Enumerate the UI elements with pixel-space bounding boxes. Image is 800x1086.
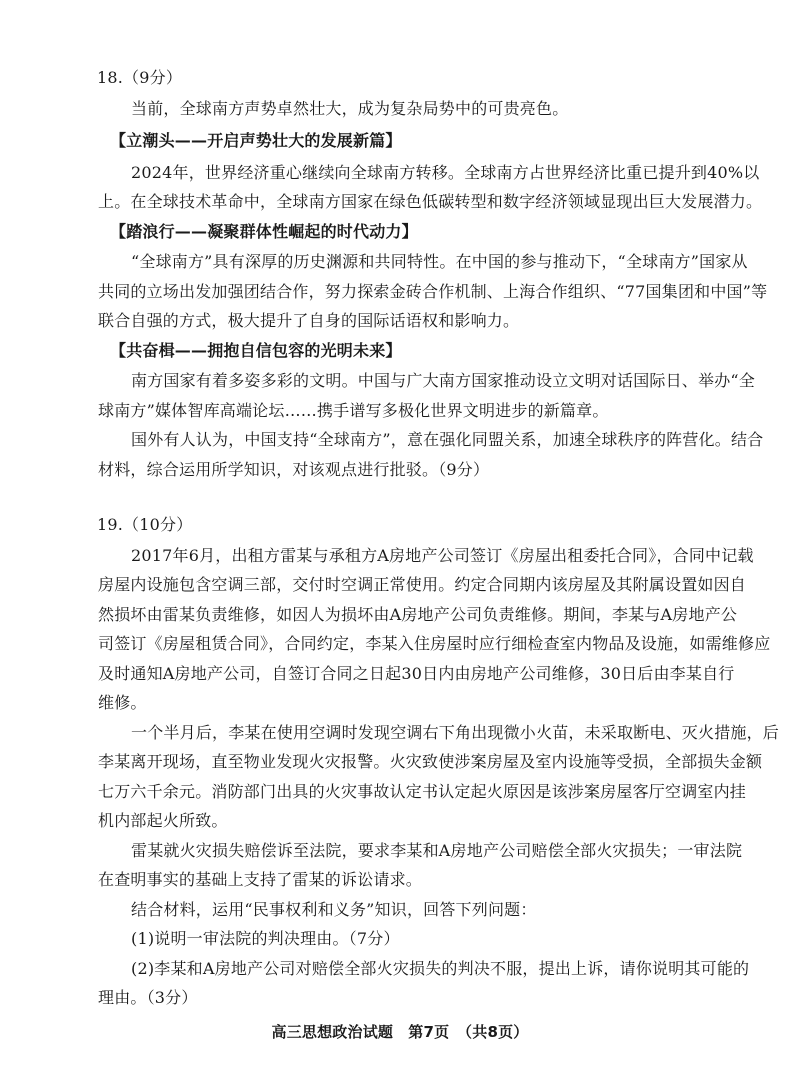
- q19-para3-line1: 雷某就火灾损失赔偿诉至法院，要求李某和A房地产公司赔偿全部火灾损失；一审法院: [131, 841, 743, 860]
- q18-section2-title: 【踏浪行——凝聚群体性崛起的时代动力】: [110, 222, 418, 241]
- q18-section3-line1: 南方国家有着多姿多彩的文明。中国与广大南方国家推动设立文明对话国际日、举办“全: [131, 371, 755, 390]
- q18-section2-line1: “全球南方”具有深厚的历史渊源和共同特性。在中国的参与推动下，“全球南方”国家从: [131, 252, 748, 271]
- q19-para1-line6: 维修。: [98, 693, 147, 712]
- q18-section1-title: 【立潮头——开启声势壮大的发展新篇】: [110, 131, 402, 150]
- q19-subquestion-2-line2: 理由。（3分）: [98, 988, 198, 1007]
- q19-para1-line5: 及时通知A房地产公司，自签订合同之日起30日内由房地产公司维修，30日后由李某自行: [98, 664, 735, 683]
- q18-heading: 18.（9分）: [97, 68, 183, 87]
- q19-para1-line3: 然损坏由雷某负责维修，如因人为损坏由A房地产公司负责维修。期间，李某与A房地产公: [98, 605, 738, 624]
- q19-para2-line2: 李某离开现场，直至物业发现火灾报警。火灾致使涉案房屋及室内设施等受损，全部损失金额: [98, 752, 763, 771]
- q18-intro: 当前，全球南方声势卓然壮大，成为复杂局势中的可贵亮色。: [131, 99, 569, 118]
- q19-para2-line4: 机内部起火所致。: [98, 811, 228, 830]
- q19-instruction: 结合材料，运用“民事权利和义务”知识，回答下列问题：: [131, 900, 537, 919]
- q18-section3-title: 【共奋楫——拥抱自信包容的光明未来】: [110, 341, 402, 360]
- q19-subquestion-1: (1)说明一审法院的判决理由。（7分）: [131, 929, 400, 948]
- q18-task-line2: 材料，综合运用所学知识，对该观点进行批驳。（9分）: [98, 460, 490, 479]
- q19-subquestion-2-line1: (2)李某和A房地产公司对赔偿全部火灾损失的判决不服，提出上诉，请你说明其可能的: [131, 959, 750, 978]
- q19-para2-line3: 七万六千余元。消防部门出具的火灾事故认定书认定起火原因是该涉案房屋客厅空调室内挂: [98, 782, 747, 801]
- page-footer: 高三思想政治试题 第7页 （共8页）: [271, 1023, 529, 1041]
- q18-section1-line1: 2024年，世界经济重心继续向全球南方转移。全球南方占世界经济比重已提升到40%以: [131, 163, 760, 182]
- q18-task-line1: 国外有人认为，中国支持“全球南方”，意在强化同盟关系，加速全球秩序的阵营化。结合: [131, 430, 764, 449]
- q19-para1-line1: 2017年6月，出租方雷某与承租方A房地产公司签订《房屋出租委托合同》，合同中记载: [131, 546, 754, 565]
- q18-section1-line2: 上。在全球技术革命中，全球南方国家在绿色低碳转型和数字经济领域显现出巨大发展潜力。: [98, 192, 763, 211]
- q18-section3-line2: 球南方”媒体智库高端论坛……携手谱写多极化世界文明进步的新篇章。: [98, 401, 609, 420]
- q19-para2-line1: 一个半月后，李某在使用空调时发现空调右下角出现微小火苗，未采取断电、灭火措施，后: [131, 723, 780, 742]
- q18-section2-line3: 联合自强的方式，极大提升了自身的国际话语权和影响力。: [98, 311, 520, 330]
- q18-section2-line2: 共同的立场出发加强团结合作，努力探索金砖合作机制、上海合作组织、“77国集团和中国”等: [98, 282, 768, 301]
- q19-heading: 19.（10分）: [97, 515, 193, 534]
- q19-para1-line2: 房屋内设施包含空调三部，交付时空调正常使用。约定合同期内该房屋及其附属设置如因自: [98, 575, 747, 594]
- q19-para3-line2: 在查明事实的基础上支持了雷某的诉讼请求。: [98, 870, 423, 889]
- q19-para1-line4: 司签订《房屋租赁合同》，合同约定，李某入住房屋时应行细检查室内物品及设施，如需维修应: [98, 634, 771, 653]
